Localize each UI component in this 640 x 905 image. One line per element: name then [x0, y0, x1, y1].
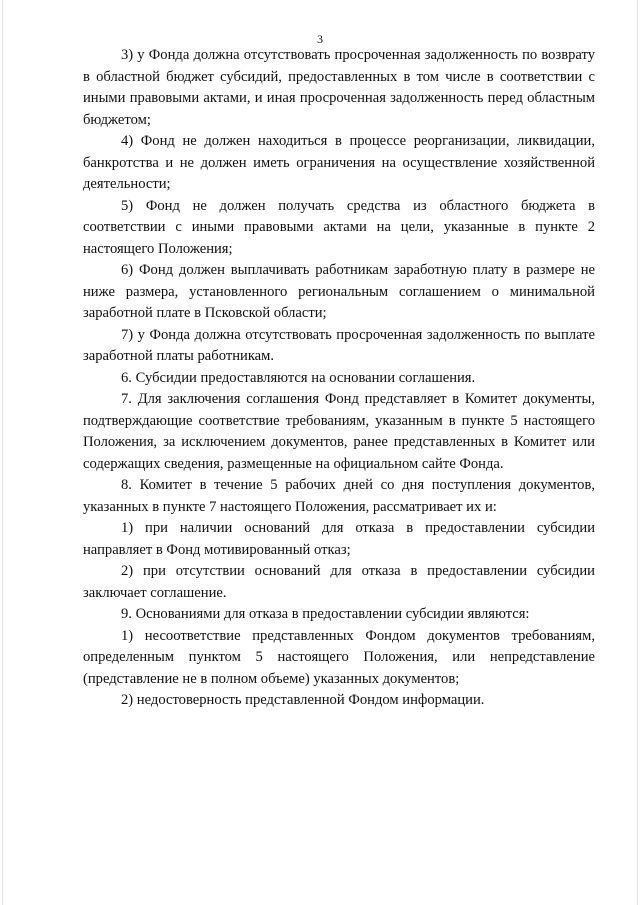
paragraph-5-no-other-funds: 5) Фонд не должен получать средства из областного бюджета в соответствии с иными правовыми актами на цели, указанные в пункте 2 настоящего Положения;	[83, 197, 595, 257]
scan-edge-left	[2, 0, 3, 905]
page-number: 3	[317, 32, 323, 46]
clause-9-refusal-grounds: 9. Основаниями для отказа в предоставлении субсидии являются:	[121, 606, 530, 622]
paragraph-6-minimum-wage: 6) Фонд должен выплачивать работникам заработную плату в размере не ниже размера, установленного региональным соглашением о минимальной заработной плате в Псковской области;	[83, 262, 595, 321]
clause-7-documents: 7. Для заключения соглашения Фонд представляет в Комитет документы, подтверждающие соответствие требованиям, указанным в пункте 5 настоящего Положения, за исключением документов, ранее представленных в Комитет или содержащих сведения, размещенные на официальном сайте Фонда.	[83, 391, 595, 472]
clause-9-item-2-unreliability: 2) недостоверность представленной Фондом информации.	[121, 692, 485, 708]
paragraph-4-no-reorganization: 4) Фонд не должен находиться в процессе реорганизации, ликвидации, банкротства и не должен иметь ограничения на осуществление хозяйственной деятельности;	[83, 133, 595, 192]
scan-edge-right	[637, 0, 638, 905]
document-body	[83, 45, 595, 712]
clause-8-review: 8. Комитет в течение 5 рабочих дней со дня поступления документов, указанных в пункте 7 настоящего Положения, рассматривает их и:	[83, 477, 595, 515]
paragraph-3-no-overdue-debt: 3) у Фонда должна отсутствовать просроченная задолженность по возврату в областной бюджет субсидий, предоставленных в том числе в соответствии с иными правовыми актами, и иная просроченная задолженность перед областным бюджетом;	[83, 47, 595, 128]
clause-8-item-1-refusal: 1) при наличии оснований для отказа в предоставлении субсидии направляет в Фонд мотивированный отказ;	[83, 520, 595, 558]
clause-8-item-2-agreement: 2) при отсутствии оснований для отказа в предоставлении субсидии заключает соглашение.	[83, 563, 595, 601]
clause-9-item-1-nonconformity: 1) несоответствие представленных Фондом документов требованиям, определенным пунктом 5 настоящего Положения, или непредставление (представление не в полном объеме) указанных документов;	[83, 627, 595, 687]
paragraph-7-no-wage-arrears: 7) у Фонда должна отсутствовать просроченная задолженность по выплате заработной платы работникам.	[83, 326, 595, 364]
clause-6-subsidy-agreement: 6. Субсидии предоставляются на основании соглашения.	[121, 369, 476, 386]
